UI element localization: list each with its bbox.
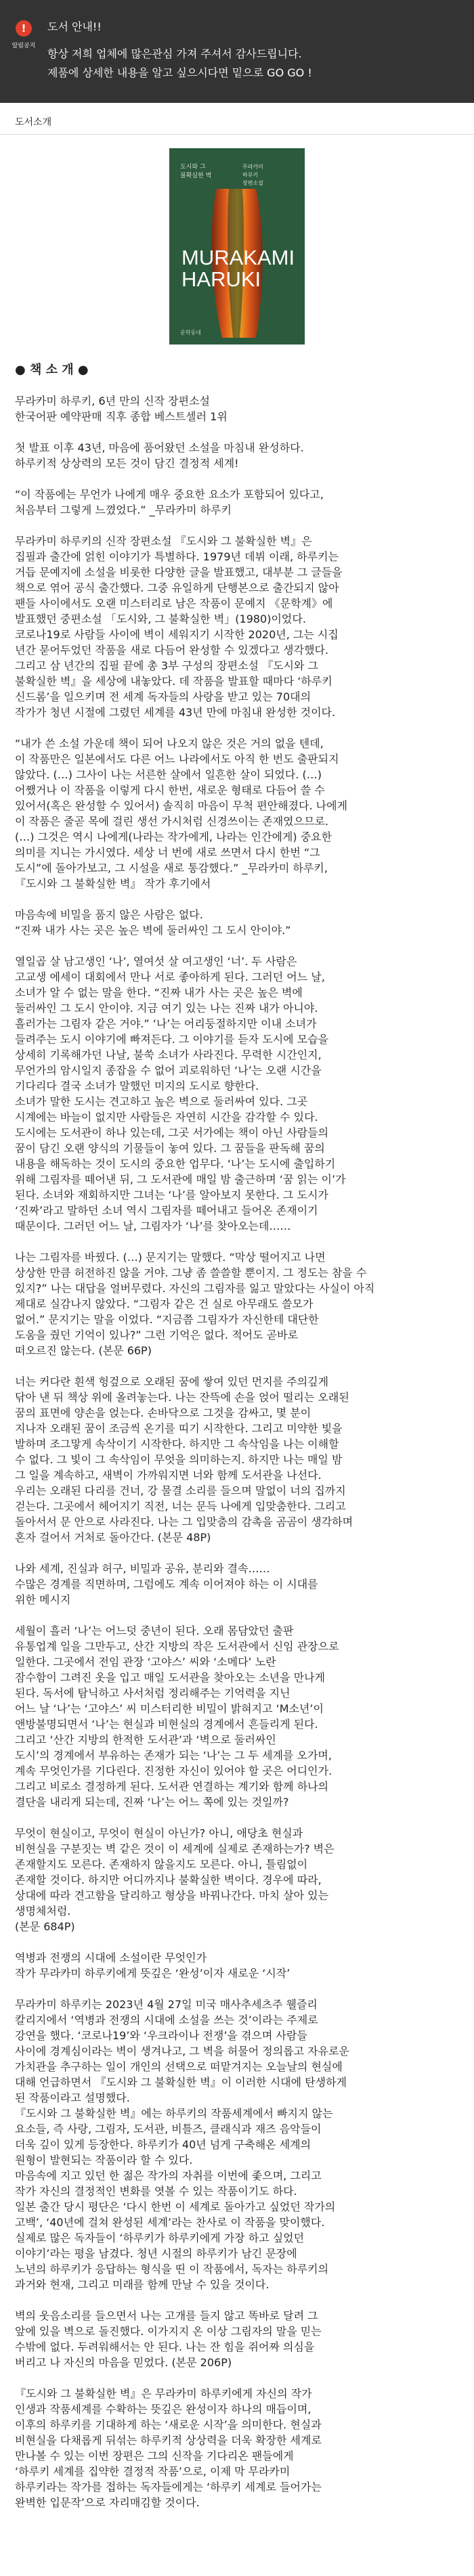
alert-icon: !: [16, 20, 32, 37]
paragraph: 무라카미 하루키의 신작 장편소설 『도시와 그 불확실한 벽』은 집필과 출간에 얽힌 이야기가 특별하다. 1979년 데뷔 이래, 하루키는 거듭 문예지에 소설을 비롯한 다양한 글을 발표했고, 대부분 그 글들을 책으로 엮어 공식 출간했다. 그중 유일하게 단행본으로 출간되지 않아 팬들 사이에서도 오랜 미스터리로 남은 작품이 문예지 《문학계》에 발표했던 중편소설 「도시와, 그 불확실한 벽」(1980)이었다. 코로나19로 사람들 사이에 벽이 세워지기 시작한 2020년, 그는 시집 년간 묻어두었던 작품을 새로 다듬어 완성할 수 있겠다고 생각했다. 그리고 삼 년간의 집필 끝에 총 3부 구성의 장편소설 『도시와 그 불확실한 벽』을 세상에 내놓았다. 데 작품을 발표할 때마다 ‘하루키 신드롬’을 일으키며 전 세계 독자들의 사랑을 받고 있는 70대의 작가가 청년 시절에 그렸던 세계를 43년 만에 마침내 완성한 것이다.: [15, 535, 343, 719]
notice-badge: [0, 18, 47, 83]
paragraph: 열일곱 살 남고생인 ‘나’, 열여섯 살 여고생인 ‘너’. 두 사람은 고교생 에세이 대회에서 만나 서로 좋아하게 된다. 그러던 어느 날, 소녀가 알 수 없는 말을 한다. “진짜 내가 사는 곳은 높은 벽에 둘러싸인 그 도시 안이야. 지금 여기 있는 나는 진짜 내가 아니야. 흘러가는 그림자 같은 거야.” ‘나’는 어리둥절하지만 이내 소녀가 들려주는 도시 이야기에 빠져든다. 그 이야기를 듣자 도시에 모습을 상세히 기록해가던 나날, 불쑥 소녀가 사라진다. 무력한 시간인지, 무언가의 암시일지 종잡을 수 없어 괴로워하던 ‘나’는 오랜 시간을 기다리다 결국 소녀가 말했던 미지의 도시로 향한다. 소녀가 말한 도시는 견고하고 높은 벽으로 둘러싸여 있다. 그곳 시계에는 바늘이 없지만 사람들은 자연히 시간을 감각할 수 있다. 도시에는 도서관이 하나 있는데, 그곳 서가에는 책이 아닌 사람들의 꿈이 담긴 오랜 양식의 기물들이 놓여 있다. 그 꿈들을 판독해 꿈의 내용을 해독하는 것이 도시의 중요한 업무다. ‘나’는 도시에 출입하기 위해 그림자를 떼어낸 뒤, 그 도서관에 매일 밤 출근하며 ‘꿈 읽는 이’가 된다. 소녀와 재회하지만 그녀는 ‘나’를 알아보지 못한다. 그 도시가 ‘진짜’라고 말하던 소녀 역시 그림자를 떼어내고 들어온 존재이기 때문이다. 그러던 어느 날, 그림자가 ‘나’를 찾아오는데……: [15, 955, 346, 1233]
notice-title: 도서 안내!!: [47, 20, 102, 33]
paragraph: “내가 쓴 소설 가운데 책이 되어 나오지 않은 것은 거의 없을 텐데, 이 작품만은 일본에서도 다른 어느 나라에서도 아직 한 번도 출판되지 않았다. (…) 그사이 나는 서른한 살에서 일흔한 살이 되었다. (…) 어쨌거나 이 작품을 이렇게 다시 한번, 새로운 형태로 다듬어 쓸 수 있어서(혹은 완성할 수 있어서) 솔직히 마음이 무척 편안해졌다. 나에게 이 작품은 줄곧 목에 걸린 생선 가시처럼 신경쓰이는 존재였으므로. (…) 그것은 역시 나에게(나라는 작가에게, 나라는 인간에게) 중요한 의미를 지니는 가시였다. 세상 너 번에 새로 쓰면서 다시 한번 “그 도시”에 돌아가보고, 그 시설을 새로 통감했다.” _무라카미 하루키, 『도시와 그 불확실한 벽』 작가 후기에서: [15, 737, 348, 890]
section-tab-book-intro[interactable]: 도서소개: [15, 117, 52, 128]
notice-line-2: 제품에 상세한 내용을 알고 싶으시다면 밑으로 GO GO !: [47, 66, 312, 79]
paragraph: “이 작품에는 무언가 나에게 매우 중요한 요소가 포함되어 있다고, 처음부터 그렇게 느꼈었다.” _무라카미 하루키: [15, 488, 324, 516]
paragraph: 무엇이 현실이고, 무엇이 현실이 아닌가? 아니, 애당초 현실과 비현실을 구분짓는 벽 같은 것이 이 세계에 실제로 존재하는가? 벽은 존재할지도 모른다. 존재하지 않을지도 모른다. 아니, 틀림없이 존재할 것이다. 하지만 어디까지나 불확실한 벽이다. 경우에 따라, 상대에 따라 견고함을 달리하고 형상을 바꿔나간다. 마치 살아 있는 생명체처럼. (본문 684P): [15, 1827, 335, 1933]
cover-wrap: [0, 148, 474, 345]
paragraph: 무라카미 하루키는 2023년 4월 27일 미국 매사추세츠주 웰즐리 칼리지에서 ‘역병과 전쟁의 시대에 소설을 쓰는 것’이라는 주제로 강연을 했다. ‘코로나19’와 ‘우크라이나 전쟁’을 겪으며 사람들 사이에 경계심이라는 벽이 생겨나고, 그 벽을 허물어 정의롭고 자유로운 가치관을 추구하는 일이 개인의 선택으로 떠맡겨지는 오늘날의 현실에 대해 언급하면서 『도시와 그 불확실한 벽』이 이러한 시대에 탄생하게 된 작품이라고 설명했다. 『도시와 그 불확실한 벽』에는 하루키의 작품세계에서 빠지지 않는 요소들, 즉 사랑, 그림자, 도서관, 비틀즈, 클래식과 재즈 음악들이 더욱 깊이 있게 등장한다. 하루키가 40년 넘게 구축해온 세계의 원형이 발현되는 작품이라 할 수 있다. 마음속에 지고 있던 한 젊은 작가의 자취를 이번에 좇으며, 그리고 작가 자신의 결정적인 변화를 엿볼 수 있는 작품이기도 하다. 일본 출간 당시 평단은 ‘다시 한번 이 세계로 돌아가고 싶었던 작가의 고백’, ‘40년에 걸쳐 완성된 세계’라는 찬사로 이 작품을 맞이했다. 실제로 많은 독자들이 ‘하루키가 하루키에게 가장 하고 싶었던 이야기’라는 평을 남겼다. 청년 시절의 하루키가 남긴 문장에 노년의 하루키가 응답하는 형식을 띤 이 작품에서, 독자는 하루키의 과거와 현재, 그리고 미래를 함께 만날 수 있을 것이다.: [15, 1998, 349, 2291]
paragraph: 무라카미 하루키, 6년 만의 신작 장편소설 한국어판 예약판매 직후 종합 베스트셀러 1위: [15, 395, 228, 423]
cover-title-right: 무라카미 하루키 장편소설: [242, 164, 263, 186]
book-intro-heading: ● 책 소 개 ●: [15, 363, 89, 377]
paragraph: 나와 세계, 진실과 허구, 비밀과 공유, 분리와 결속…… 수많은 경계를 직면하며, 그럼에도 계속 이어져야 하는 이 시대를 위한 메시지: [15, 1562, 318, 1606]
cover-title-left: 도시와 그 불확실한 벽: [180, 164, 212, 179]
paragraph: 세월이 흘러 ‘나’는 어느덧 중년이 된다. 오래 몸담았던 출판 유통업계 일을 그만두고, 산간 지방의 작은 도서관에서 신임 관장으로 일한다. 그곳에서 전임 관장 ‘고야스’ 씨와 ‘소메다’ 노란 잠수함이 그려진 옷을 입고 매일 도서관을 찾아오는 소년을 만나게 된다. 독서에 탐닉하고 사서처럼 정리해주는 기억력을 지닌 어느 날 ‘나’는 ‘고야스’ 씨 미스터리한 비밀이 밝혀지고 ‘M소년’이 앤방불명되면서 ‘나’는 현실과 비현실의 경계에서 흔들리게 된다. 그리고 ‘산간 지방의 한적한 도서관’과 ‘벽으로 둘러싸인 도시’의 경계에서 부유하는 존재가 되는 ‘나’는 그 두 세계를 오가며, 계속 무엇인가를 기다린다. 진정한 자신이 있어야 할 곳은 어디인가. 그리고 비로소 결정하게 된다. 도서관 연결하는 계기와 함께 하나의 결단을 내리게 되는데, 진짜 ‘나’는 어느 쪽에 있는 것일까?: [15, 1624, 339, 1808]
paragraph: 너는 커다란 흰색 헝겊으로 오래된 꿈에 쌓여 있던 먼지를 주의깊게 닦아 낸 뒤 책상 위에 올려놓는다. 나는 잔뜩에 손을 얹어 떨리는 오래된 꿈의 표면에 양손을 얹는다. 손바닥으로 그것을 감싸고, 몇 분이 지나자 오래된 꿈이 조금씩 온기를 띠기 시작한다. 그리고 미약한 빛을 발하며 조그맣게 속삭이기 시작한다. 하지만 그 속삭임을 나는 이해할 수 없다. 그 빛이 그 속삭임이 무엇을 의미하는지. 하지만 나는 매일 밤 그 일을 계속하고, 새벽이 가까워지면 너와 함께 도서관을 나선다. 우리는 오래된 다리를 건너, 강 물결 소리를 들으며 말없이 너의 집까지 걷는다. 그곳에서 헤어지기 직전, 너는 문득 나에게 입맞춤한다. 그리고 돌아서서 문 안으로 사라진다. 나는 그 입맞춤의 감촉을 곰곰이 생각하며 혼자 걸어서 거처로 돌아간다. (본문 48P): [15, 1375, 353, 1544]
paragraph: 나는 그림자를 바꿨다. (…) 문지기는 말했다. “막상 떨어지고 나면 상상한 만큼 허전하진 않을 거야. 그냥 좀 쓸쓸할 뿐이지. 그 정도는 참을 수 있지?” 나는 대답을 얼버무렸다. 자신의 그림자를 잃고 말았다는 사실이 아직 제대로 실감나지 않았다. “그림자 같은 건 실로 아무래도 쓸모가 없어.” 문지기는 말을 이었다. “지금쯤 그림자가 자신한테 대단한 도움을 줬던 기억이 있나?” 그런 기억은 없다. 적어도 곧바로 떠오르진 않는다. (본문 66P): [15, 1251, 375, 1357]
paragraph: 마음속에 비밀을 품지 않은 사람은 없다. “진짜 내가 사는 곳은 높은 벽에 둘러싸인 그 도시 안이야.”: [15, 908, 291, 937]
paragraph: 역병과 전쟁의 시대에 소설이란 무엇인가 작가 무라카미 하루키에게 뜻깊은 ‘완성’이자 새로운 ‘시작’: [15, 1951, 290, 1980]
notice-body: [47, 18, 312, 83]
notice-banner: [0, 0, 474, 103]
notice-badge-label: 알림공지: [12, 43, 36, 49]
cover-publisher: 문학동네: [180, 330, 201, 336]
cover-author-brand: MURAKAMI HARUKI: [181, 246, 295, 291]
paragraph: 첫 발표 이후 43년, 마음에 품어왔던 소설을 마침내 완성하다. 하루키적 상상력의 모든 것이 담긴 결정적 세계!: [15, 441, 304, 470]
notice-line-1: 항상 저희 업체에 많은관심 가져 주셔서 감사드립니다.: [47, 47, 302, 60]
section-divider: [0, 134, 474, 135]
book-cover-image: [169, 148, 305, 345]
paragraph: 벽의 웃음소리를 들으면서 나는 고개를 들지 않고 똑바로 달려 그 앞에 있을 벽으로 돌진했다. 이가지지 온 이상 그림자의 말을 믿는 수밖에 없다. 두려워해서는 안 된다. 나는 잔 힘을 쥐어짜 의심을 버리고 나 자신의 마음을 믿었다. (본문 206P): [15, 2309, 322, 2369]
paragraph: 『도시와 그 불확실한 벽』은 무라카미 하루키에게 자신의 작가 인생과 작품세계를 수확하는 뜻깊은 완성이자 하나의 매듭이며, 이후의 하루키를 기대하게 하는 ‘새로운 시작’을 의미한다. 현실과 비현실을 다채롭게 뒤섞는 하루키적 상상력을 더욱 확장한 세계로 만나볼 수 있는 이번 장편은 그의 신작을 기다리온 팬들에게 ‘하루키 세계를 집약한 결정적 작품’으로, 이제 막 무라카미 하루키라는 작가를 접하는 독자들에게는 ‘하루키 세계로 들어가는 완벽한 입문작’으로 자리매김할 것이다.: [15, 2387, 322, 2509]
book-description: [0, 362, 474, 2510]
